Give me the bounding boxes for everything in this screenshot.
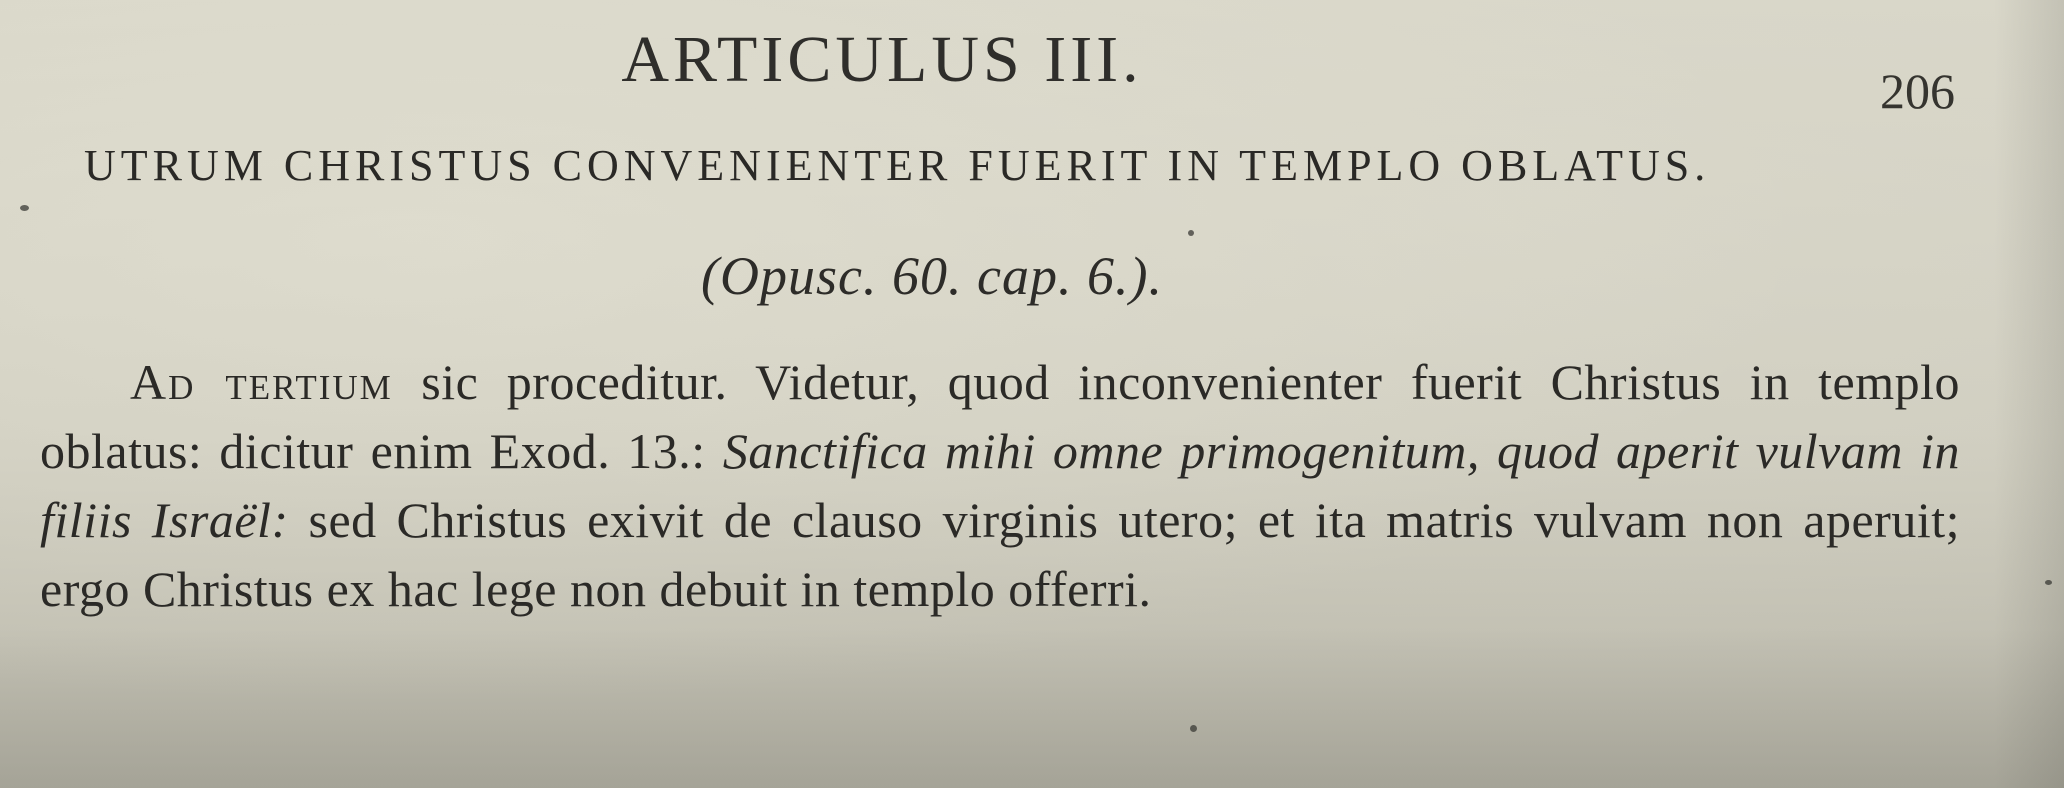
paper-speck: [1188, 230, 1194, 236]
reference-line: [0, 245, 2064, 307]
paragraph-text-2: sed Christus exivit de clauso virginis utero; et ita matris vulvam non aperuit; ergo Christus ex hac lege non debuit in templo offerri.: [40, 492, 1960, 617]
reference-text: (Opusc. 60. cap. 6.).: [701, 246, 1163, 306]
paragraph-text-1: sic proceditur. Videtur, quod inconvenienter fuerit Christus in templo oblatus: dicitur enim Exod. 13.:: [40, 354, 1960, 479]
article-title-text: ARTICULUS III.: [621, 23, 1143, 96]
article-title: [0, 22, 2064, 98]
page-bottom-shadow: [0, 628, 2064, 788]
scripture-quote: Sanctifica mihi omne primogenitum, quod aperit vulvam in filiis Israël:: [40, 423, 1960, 548]
paragraph-lead: Ad tertium: [130, 354, 393, 410]
paper-speck: [20, 205, 29, 211]
body-paragraph: [40, 348, 1960, 624]
page-number: 206: [1880, 63, 1955, 119]
question-heading: UTRUM CHRISTUS CONVENIENTER FUERIT IN TEMPLO OBLATUS.: [84, 141, 1711, 190]
